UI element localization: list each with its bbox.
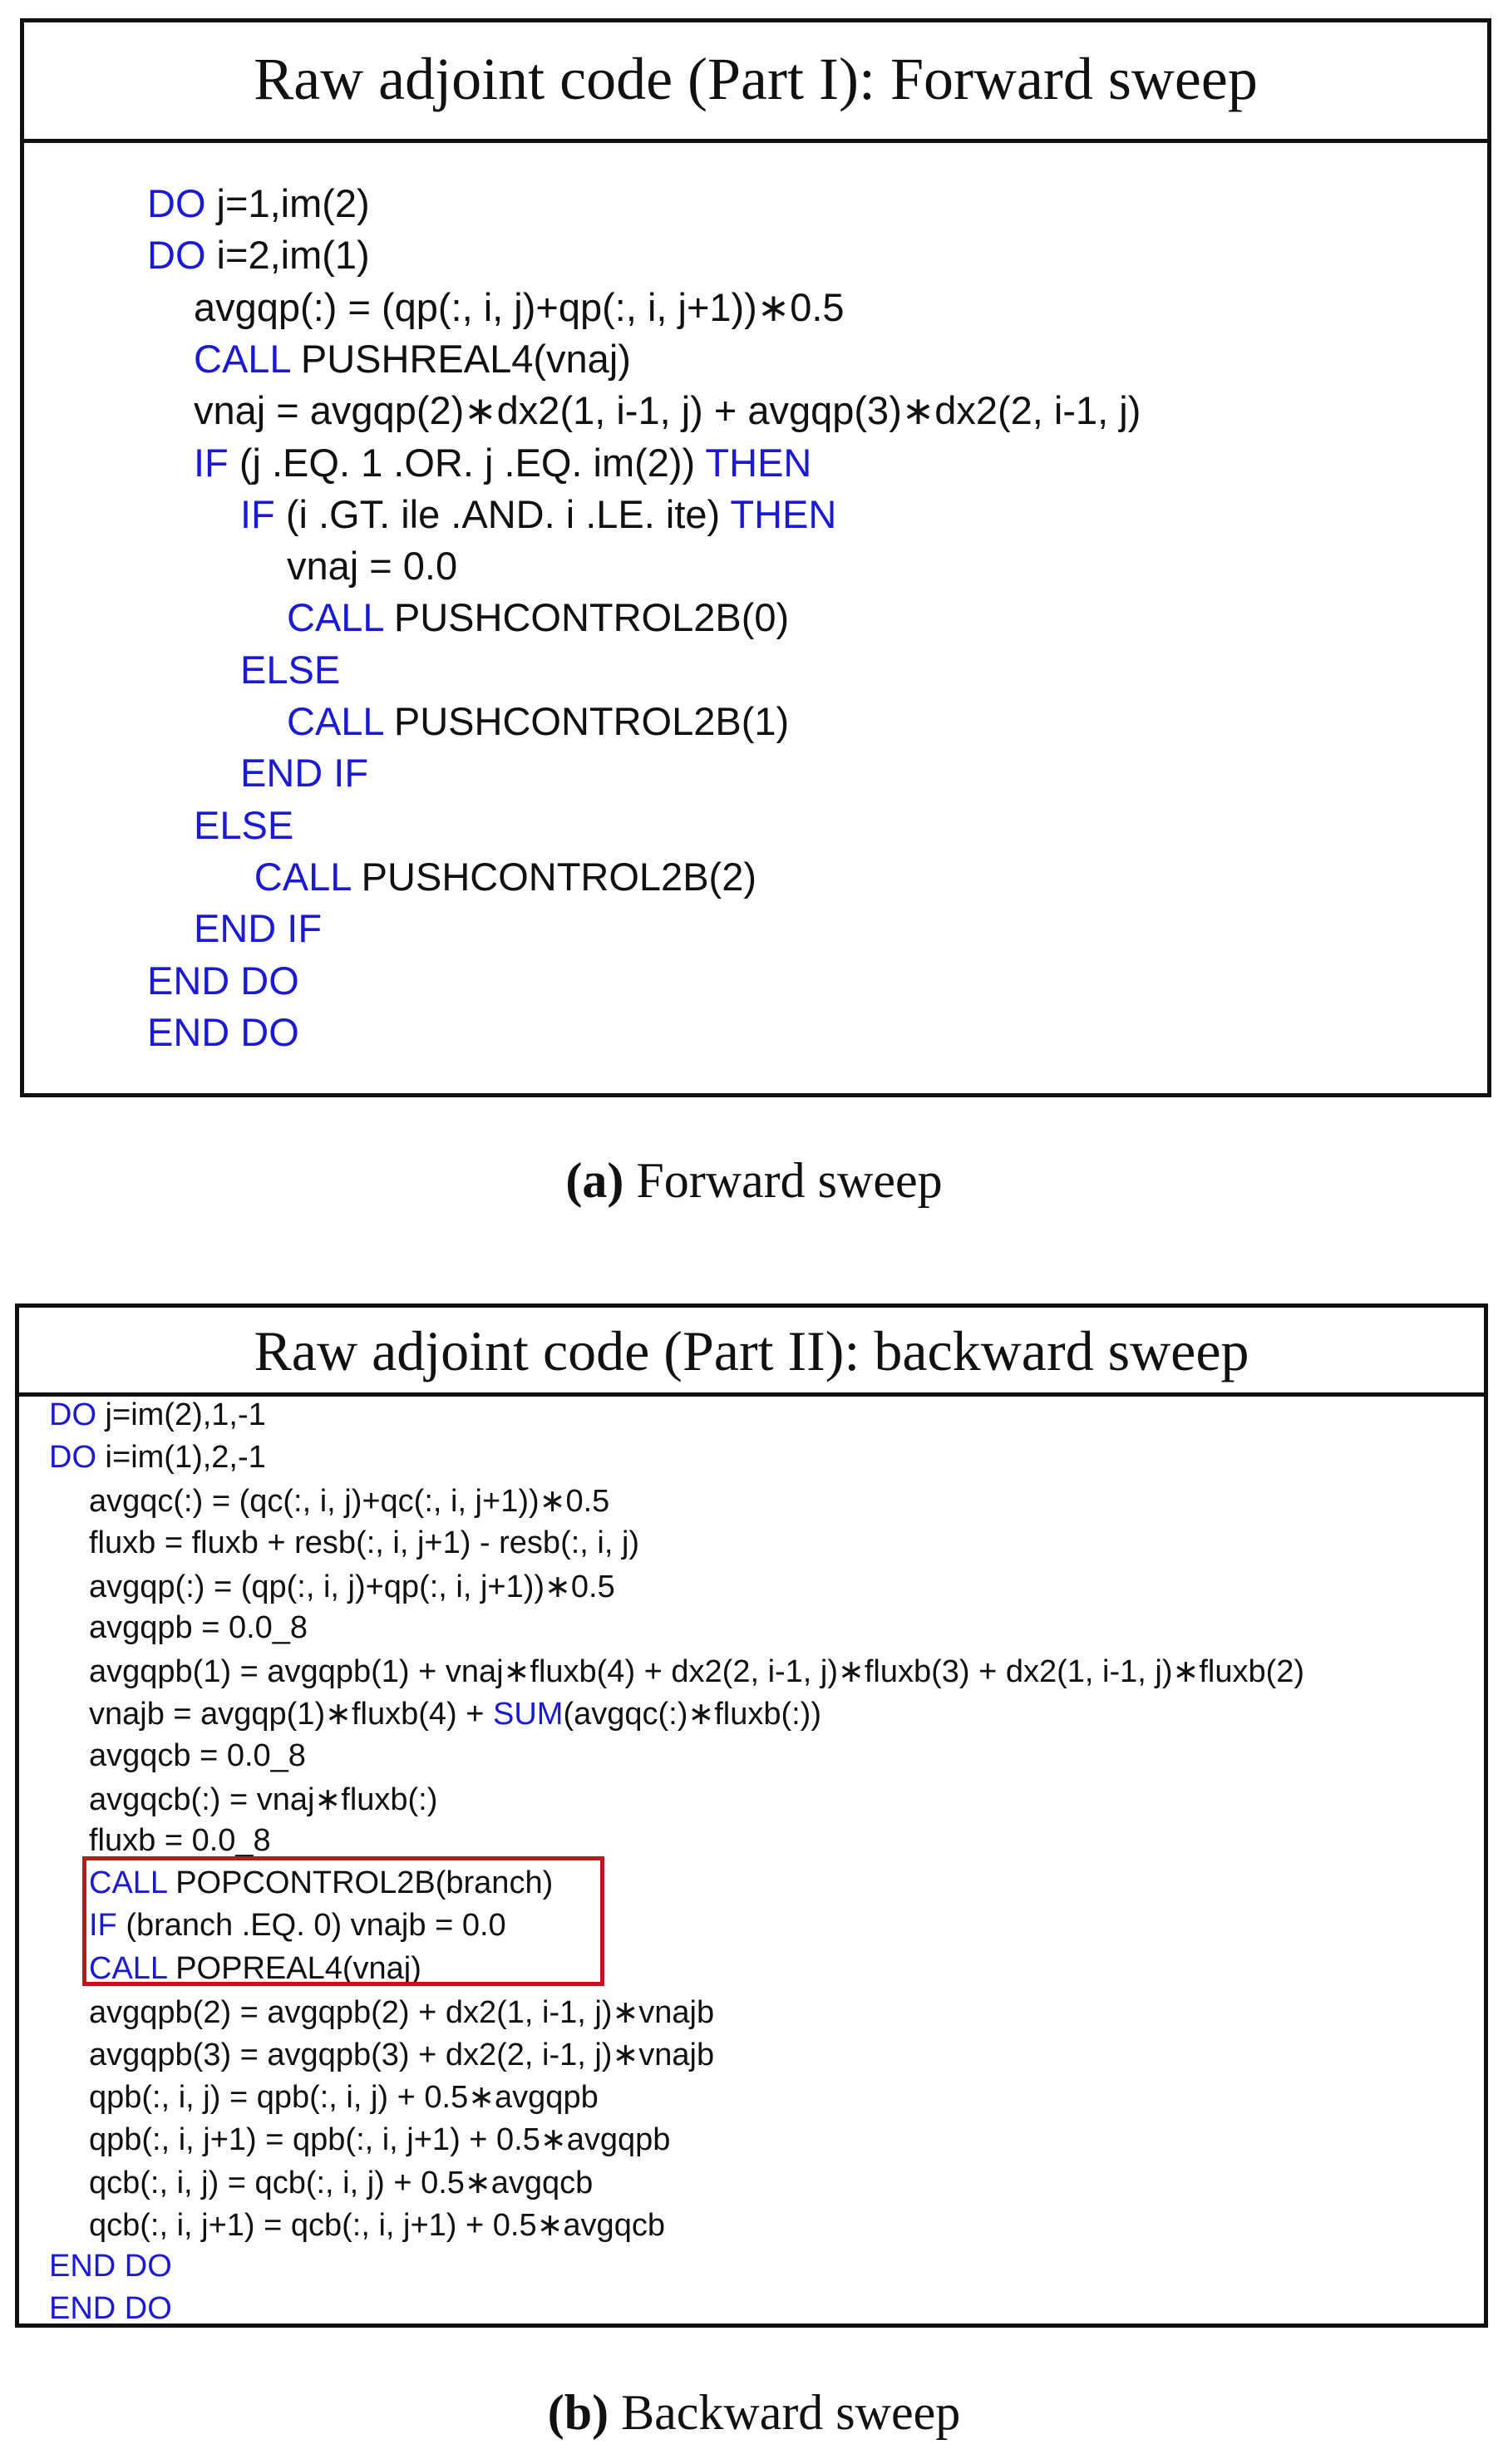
code-line (147, 232, 370, 278)
code-text: fluxb = 0.0_8 (89, 1823, 271, 1858)
code-keyword: THEN (730, 491, 837, 536)
code-line (147, 1009, 299, 1055)
code-keyword: CALL (287, 699, 383, 743)
code-text: qcb(:, i, j) = qcb(:, i, j) + 0.5∗avgqcb (89, 2165, 594, 2200)
code-line (89, 2078, 599, 2116)
caption-b (0, 2383, 1508, 2442)
code-text: POPCONTROL2B(branch) (166, 1865, 554, 1901)
code-text: avgqcb = 0.0_8 (89, 1737, 306, 1773)
code-keyword: CALL (89, 1950, 167, 1986)
code-text: avgqpb = 0.0_8 (89, 1610, 308, 1645)
code-line (89, 1738, 306, 1774)
code-keyword: IF (240, 491, 275, 536)
code-line (89, 1653, 1304, 1690)
code-line (89, 1823, 271, 1859)
code-line (194, 284, 845, 331)
code-keyword: ELSE (194, 802, 294, 847)
code-line (89, 1610, 308, 1646)
code-line (194, 440, 811, 485)
code-text: avgqp(:) = (qp(:, i, j)+qp(:, i, j+1))∗0.5 (89, 1569, 615, 1604)
code-line (240, 491, 836, 537)
code-text: avgqc(:) = (qc(:, i, j)+qc(:, i, j+1))∗0.5 (89, 1484, 610, 1520)
code-line (49, 1440, 266, 1476)
code-line (254, 854, 756, 899)
forward-sweep-title: Raw adjoint code (Part I): Forward sweep (254, 46, 1258, 112)
code-keyword: CALL (287, 595, 383, 640)
code-keyword: DO (49, 1397, 96, 1432)
pop-control-highlight-box (82, 1856, 604, 1986)
caption-b-letter: (b) (547, 2385, 609, 2440)
code-line (147, 180, 370, 226)
forward-sweep-panel (20, 18, 1491, 1097)
code-line (89, 1781, 437, 1818)
caption-a-letter: (a) (565, 1153, 624, 1208)
code-keyword: CALL (89, 1865, 167, 1901)
code-text: avgqcb(:) = vnaj∗fluxb(:) (89, 1781, 438, 1817)
title-divider (19, 1392, 1484, 1397)
code-text: avgqp(:) = (qp(:, i, j)+qp(:, i, j+1))∗0.5 (194, 284, 845, 329)
code-text: PUSHCONTROL2B(2) (350, 854, 756, 899)
title-divider (24, 139, 1487, 143)
code-line (194, 905, 322, 951)
code-line (89, 2164, 593, 2201)
code-keyword: END IF (240, 751, 369, 796)
code-line (89, 2121, 670, 2158)
code-text: j=1,im(2) (205, 181, 370, 225)
code-text: (avgqc(:)∗fluxb(:)) (563, 1697, 821, 1732)
code-keyword: DO (147, 233, 206, 278)
code-keyword: DO (49, 1440, 96, 1476)
code-keyword: SUM (492, 1697, 564, 1732)
code-text: (j .EQ. 1 .OR. j .EQ. im(2)) (228, 440, 706, 485)
code-line (89, 1482, 609, 1520)
code-line (147, 958, 299, 1003)
code-text: qpb(:, i, j) = qpb(:, i, j) + 0.5∗avgqpb (89, 2080, 599, 2116)
caption-b-text: Backward sweep (621, 2385, 961, 2440)
code-keyword: DO (147, 181, 206, 225)
code-line (49, 1397, 266, 1433)
code-text: avgqpb(3) = avgqpb(3) + dx2(2, i-1, j)∗vnajb (89, 2038, 715, 2072)
code-line (194, 336, 631, 382)
code-text: qcb(:, i, j+1) = qcb(:, i, j+1) + 0.5∗avgqcb (89, 2207, 665, 2243)
code-line (49, 2249, 172, 2284)
code-keyword: END DO (49, 2291, 172, 2327)
code-line (89, 2036, 714, 2073)
code-line (89, 1993, 714, 2031)
code-text: qpb(:, i, j+1) = qpb(:, i, j+1) + 0.5∗avgqpb (89, 2122, 671, 2158)
code-line (89, 2206, 665, 2244)
backward-sweep-title: Raw adjoint code (Part II): backward sweep (254, 1319, 1249, 1382)
code-text: POPREAL4(vnaj) (166, 1950, 421, 1986)
code-line (287, 698, 789, 744)
code-text: PUSHCONTROL2B(0) (382, 595, 790, 640)
code-text: j=im(2),1,-1 (96, 1397, 266, 1432)
code-text: (branch .EQ. 0) vnajb = 0.0 (116, 1908, 506, 1944)
code-keyword: THEN (705, 440, 812, 485)
code-text: fluxb = fluxb + resb(:, i, j+1) - resb(:, i, j) (89, 1525, 640, 1560)
backward-sweep-panel (15, 1303, 1488, 2328)
code-keyword: END DO (147, 1009, 299, 1054)
code-keyword: END IF (194, 906, 323, 951)
code-text: avgqpb(2) = avgqpb(2) + dx2(1, i-1, j)∗vnajb (89, 1994, 715, 2030)
code-keyword: END DO (147, 958, 299, 1003)
code-line (89, 1525, 639, 1561)
code-keyword: END DO (49, 2249, 172, 2284)
code-text: vnaj = avgqp(2)∗dx2(1, i-1, j) + avgqp(3)∗dx2(2, i-1, j) (194, 388, 1141, 433)
code-keyword: IF (89, 1908, 117, 1944)
code-keyword: IF (194, 440, 229, 485)
code-text: vnajb = avgqp(1)∗fluxb(4) + (89, 1697, 493, 1732)
caption-a-text: Forward sweep (636, 1153, 943, 1208)
code-line (49, 2291, 172, 2327)
code-text: vnaj = 0.0 (287, 544, 458, 589)
code-text: PUSHCONTROL2B(1) (382, 699, 790, 743)
code-line (194, 802, 293, 848)
code-line (89, 1568, 615, 1605)
code-keyword: CALL (254, 854, 351, 899)
code-text: (i .GT. ile .AND. i .LE. ite) (274, 491, 731, 536)
caption-a (0, 1151, 1508, 1210)
code-text: avgqpb(1) = avgqpb(1) + vnaj∗fluxb(4) + dx2(2, i-1, j)∗fluxb(3) + dx2(1, i-1, j)∗fluxb(2) (89, 1654, 1305, 1690)
code-line (240, 647, 340, 692)
code-line (287, 543, 457, 589)
code-keyword: CALL (194, 336, 290, 381)
code-text: i=im(1),2,-1 (96, 1440, 266, 1476)
code-text: i=2,im(1) (205, 233, 370, 278)
code-line (89, 1695, 821, 1732)
code-text: PUSHREAL4(vnaj) (289, 336, 631, 381)
code-line (194, 387, 1141, 434)
code-line (240, 750, 368, 796)
code-keyword: ELSE (240, 647, 341, 692)
code-line (287, 594, 789, 640)
